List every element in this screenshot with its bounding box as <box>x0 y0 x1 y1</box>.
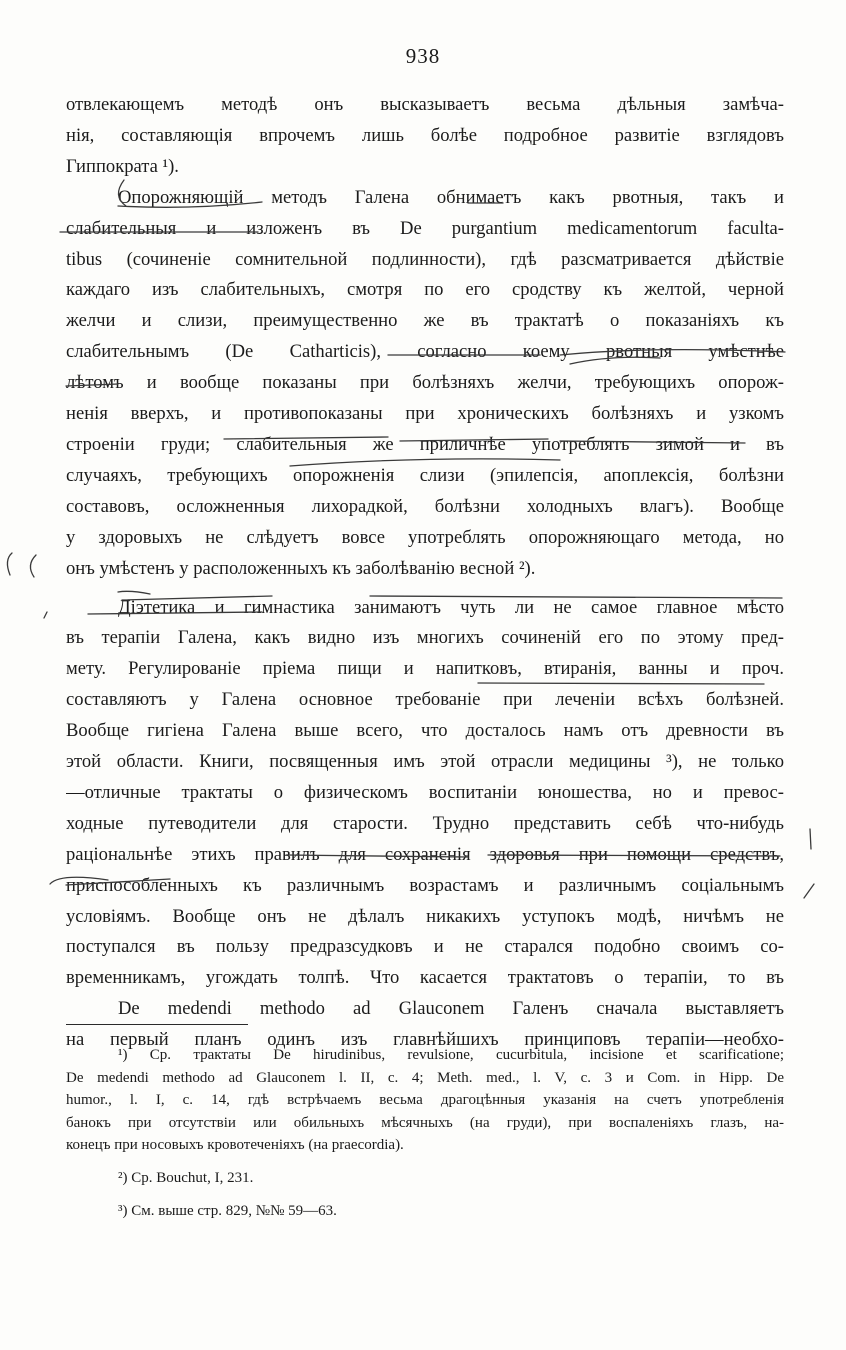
text-line: приспособленныхъ къ различнымъ возрастамъ и различнымъ соціальнымъ <box>66 874 784 896</box>
text-line: слабительнымъ (De Catharticis), согласно коему рвотныя умѣстнѣе <box>66 341 784 363</box>
pencil-mark <box>810 829 811 849</box>
text-line: строеніи груди; слабительныя же приличнѣе употреблять зимой и въ <box>66 433 784 455</box>
text-line: tibus (сочиненіе сомнительной подлинности), гдѣ разсматривается дѣйствіе <box>66 248 784 270</box>
text-line: онъ умѣстенъ у расположенныхъ къ заболѣванію весной ²). <box>66 557 536 579</box>
footnote-gap <box>66 1190 784 1200</box>
footnote-line: ³) См. выше стр. 829, №№ 59—63. <box>118 1202 337 1219</box>
pencil-mark <box>30 555 36 577</box>
text-line: составляютъ у Галена основное требованіе при леченіи всѣхъ болѣзней. <box>66 689 784 711</box>
text-line: ходные путеводители для старости. Трудно представить себѣ что-нибудь <box>66 812 784 834</box>
text-line: нія, составляющія впрочемъ лишь болѣе подробное развитіе взглядовъ <box>66 124 784 146</box>
footnote-line: humor., l. I, c. 14, гдѣ встрѣчаемъ весьма драгоцѣнныя указанія на счетъ употребленія <box>66 1092 784 1109</box>
text-line: мету. Регулированіе пріема пищи и напитковъ, втиранія, ванны и проч. <box>66 658 784 680</box>
text-line: временникамъ, угождать толпѣ. Что касается трактатовъ о терапіи, то въ <box>66 967 784 989</box>
text-line: De medendi methodo ad Glauconem Галенъ сначала выставляетъ <box>118 998 784 1020</box>
text-line: этой области. Книги, посвященныя имъ этой отрасли медицины ³), не только <box>66 751 784 773</box>
pencil-mark <box>7 553 12 575</box>
text-line: въ терапіи Галена, какъ видно изъ многихъ сочиненій его по этому пред- <box>66 627 784 649</box>
text-line: на первый планъ одинъ изъ главнѣйшихъ принциповъ терапіи—необхо- <box>66 1029 784 1051</box>
footnote-divider <box>66 1024 248 1025</box>
text-line: у здоровыхъ не слѣдуетъ вовсе употреблять опорожняющаго метода, но <box>66 526 784 548</box>
paragraph-gap <box>66 585 784 593</box>
footnote-line: De medendi methodo ad Glauconem l. II, c. 4; Meth. med., l. V, c. 3 и Com. in Hipp. De <box>66 1069 784 1086</box>
text-line: составовъ, осложненныя лихорадкой, болѣзни холодныхъ влагъ). Вообще <box>66 495 784 517</box>
footnote-line: ¹) Ср. трактаты De hirudinibus, revulsione, cucurbitula, incisione et scarificatione; <box>118 1047 784 1063</box>
text-line: Вообще гигіена Галена выше всего, что досталось намъ отъ древности въ <box>66 720 784 742</box>
footnote-line: ²) Ср. Bouchut, I, 231. <box>118 1169 254 1186</box>
body-text <box>66 90 784 1056</box>
pencil-mark <box>804 884 814 898</box>
text-line: —отличные трактаты о физическомъ воспитаніи юношества, но и превос- <box>66 781 784 803</box>
text-line: лѣтомъ и вообще показаны при болѣзняхъ желчи, требующихъ опорож- <box>66 372 784 394</box>
text-line: раціональнѣе этихъ правилъ для сохраненія здоровья при помощи средствъ, <box>66 843 784 865</box>
text-line: случаяхъ, требующихъ опорожненія слизи (эпилепсія, апоплексія, болѣзни <box>66 464 784 486</box>
text-line: условіямъ. Вообще онъ не дѣлалъ никакихъ уступокъ модѣ, ничѣмъ не <box>66 905 784 927</box>
pencil-mark <box>44 612 47 618</box>
footnotes <box>66 1044 784 1222</box>
footnote-gap <box>66 1157 784 1167</box>
text-line: Гиппократа ¹). <box>66 155 179 177</box>
text-line: каждаго изъ слабительныхъ, смотря по его сродству къ желтой, черной <box>66 279 784 301</box>
text-line: слабительныя и изложенъ въ De purgantium medicamentorum faculta- <box>66 217 784 239</box>
text-line: ненія вверхъ, и противопоказаны при хроническихъ болѣзняхъ и узкомъ <box>66 403 784 425</box>
text-line: Діэтетика и гимнастика занимаютъ чуть ли не самое главное мѣсто <box>118 596 784 618</box>
text-line: желчи и слизи, преимущественно же въ трактатѣ о показаніяхъ къ <box>66 310 784 332</box>
page-number: 938 <box>405 44 441 68</box>
text-line: Опорожняющій методъ Галена обнимаетъ какъ рвотныя, такъ и <box>118 186 784 208</box>
text-line: отвлекающемъ методѣ онъ высказываетъ весьма дѣльныя замѣча- <box>66 94 784 115</box>
footnote-line: банокъ при отсутствіи или обильныхъ мѣсячныхъ (на груди), при воспаленіяхъ глазъ, на- <box>66 1114 784 1131</box>
footnote-line: конецъ при носовыхъ кровотеченіяхъ (на praecordia). <box>66 1137 404 1154</box>
text-line: поступался въ пользу предразсудковъ и не старался подобно своимъ со- <box>66 936 784 958</box>
